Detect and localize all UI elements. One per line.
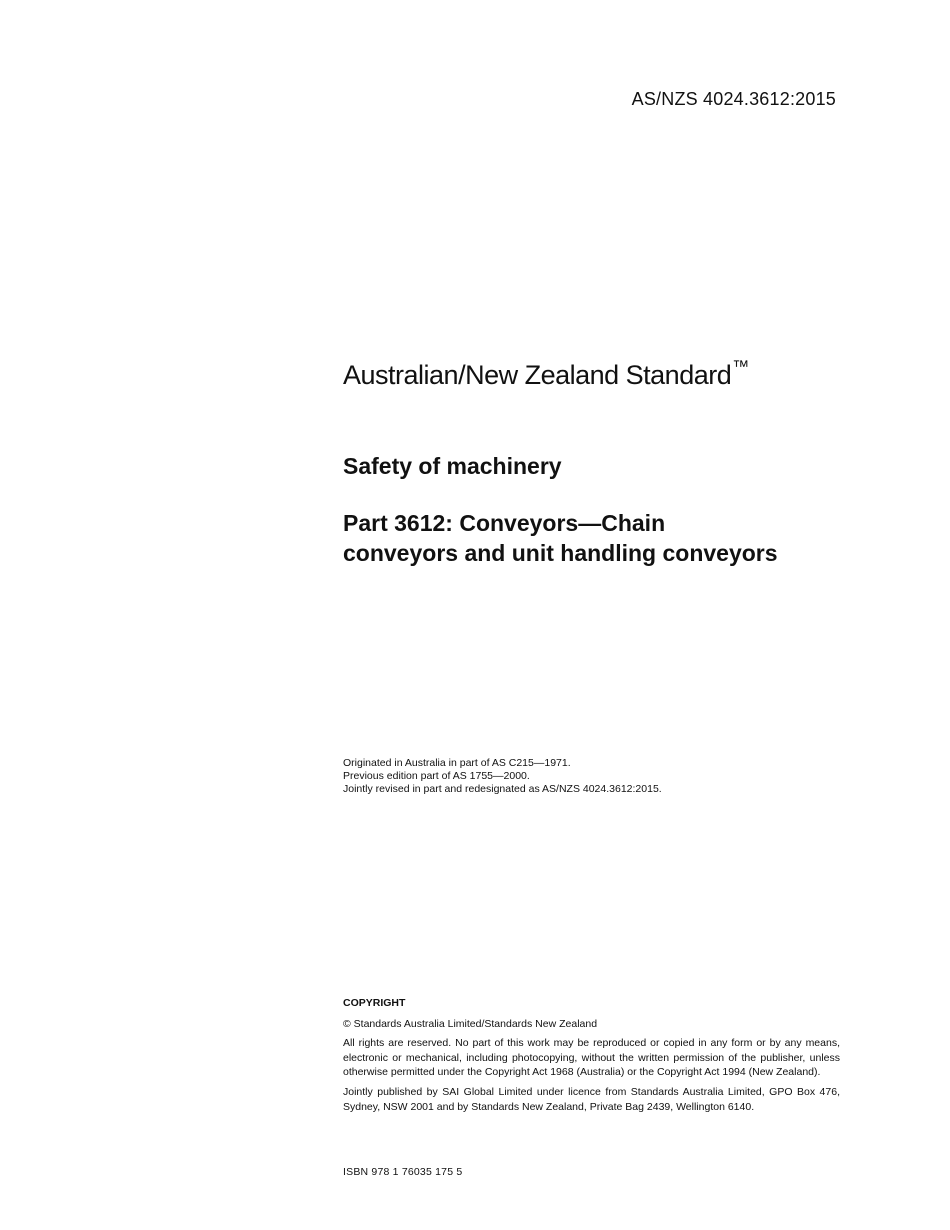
copyright-notice xyxy=(343,996,840,1119)
history-line: Previous edition part of AS 1755—2000. xyxy=(343,770,530,782)
isbn: ISBN 978 1 76035 175 5 xyxy=(343,1166,463,1178)
part-title-line-2: conveyors and unit handling conveyors xyxy=(343,540,778,566)
standard-type-heading xyxy=(343,359,749,391)
part-title-line-1: Part 3612: Conveyors—Chain xyxy=(343,510,666,536)
history-line: Originated in Australia in part of AS C215—1971. xyxy=(343,757,571,769)
document-title: Safety of machinery xyxy=(343,453,562,479)
copyright-heading: COPYRIGHT xyxy=(343,997,406,1009)
part-title xyxy=(343,508,863,568)
copyright-owner: © Standards Australia Limited/Standards New Zealand xyxy=(343,1017,598,1030)
standard-type-text: Australian/New Zealand Standard xyxy=(343,360,732,390)
publication-history xyxy=(343,757,662,796)
history-line: Jointly revised in part and redesignated as AS/NZS 4024.3612:2015. xyxy=(343,783,662,795)
copyright-publisher: Jointly published by SAI Global Limited under licence from Standards Australia Limited, GPO Box 476, Sydney, NSW 2001 and by Standards New Zealand, Private Bag 2439, Wellington 6140. xyxy=(343,1085,840,1113)
copyright-rights: All rights are reserved. No part of this work may be reproduced or copied in any form or by any means, electronic or mechanical, including photocopying, without the written permission of the publisher, unless otherwise permitted under the Copyright Act 1968 (Australia) or the Copyright Act 1994 (New Zealand). xyxy=(343,1037,840,1079)
standard-number: AS/NZS 4024.3612:2015 xyxy=(631,89,836,109)
trademark-symbol: ™ xyxy=(732,357,749,376)
